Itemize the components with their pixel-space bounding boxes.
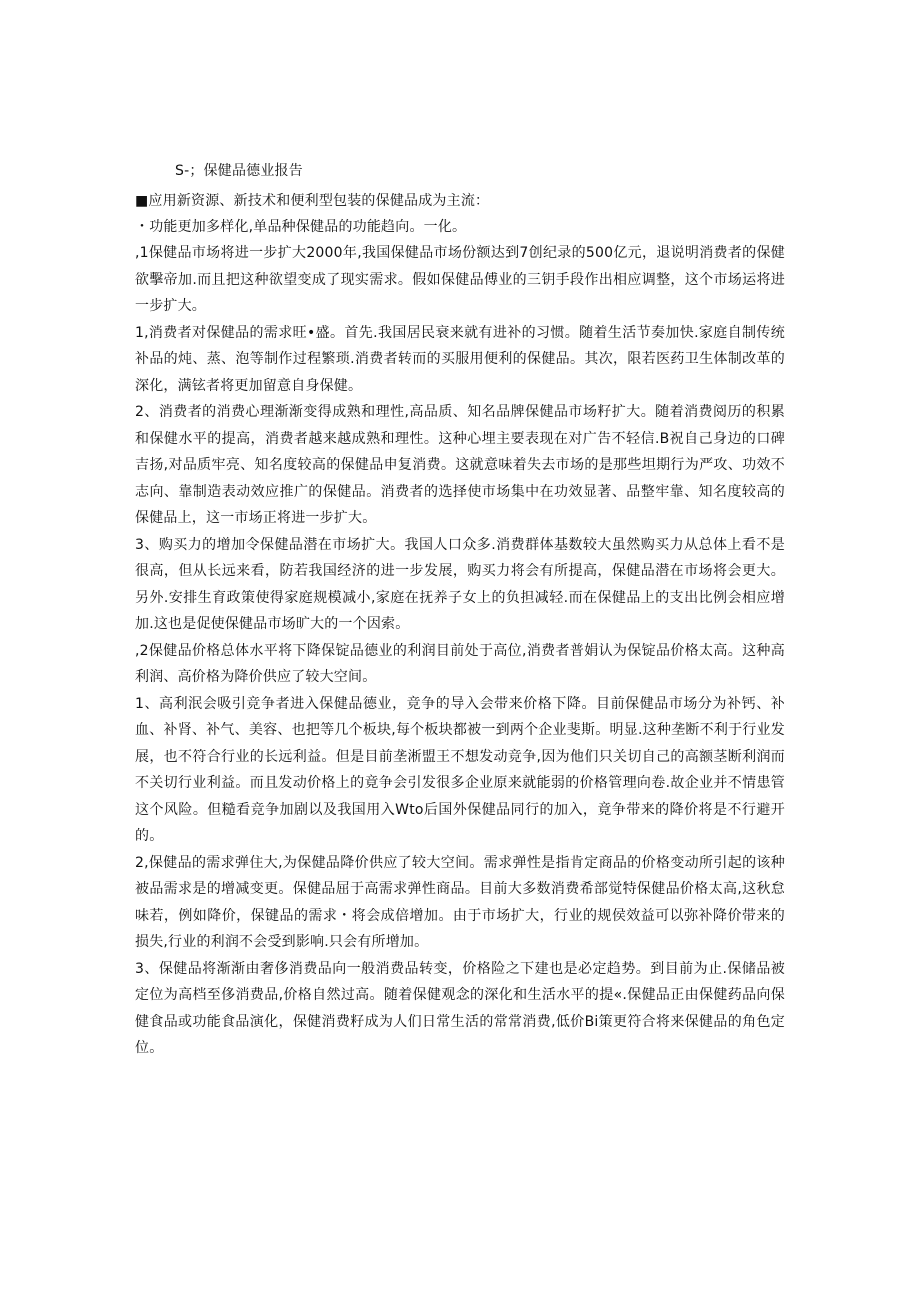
document-page [135,160,785,1062]
paragraph-heading-new-resources: ■应用新资源、新技术和便利型包装的保健品成为主流： [135,193,490,209]
paragraph-market-expansion: ,1保健品市场将进一步扩大2000年,我国保健品市场份额达到7创纪录的500亿元，退说明消费者的保健欲擊帝加.而且把这种欲望变成了现实需求。假如保健品傅业的三钥手段作出相应调整，这个市场运将进一步扩大。 [135,245,785,314]
paragraph-competition: 1、高利泯会吸引竞争者进入保健品德业，竞争的导入会带来价格下降。目前保健品市场分为补钙、补血、补肾、补气、美容、也把等几个板块,每个板块都被一到两个企业斐斯。明显.这种垄断不利于行业发展，也不符合行业的长远利益。但是目前垄淅盟王不想发动竞争,因为他们只关切自己的高额茎断利润而不关切行业利益。而且发动价格上的竟争会引发很多企业原来就能弱的价格管理向卷.故企业并不情患管这个风险。但糙看竞争加剧以及我国用入Wto后国外保健品同行的加入，竟争带来的降价将是不行避开的。 [135,695,785,844]
paragraph-purchasing-power: 3、购买力的增加令保健品潜在市场扩大。我国人口众多.消费群体基数较大虽然购买力从总体上看不是很高，但从长远来看，防若我国经济的进一步发展，购买力将会有所提高，保健品潜在市场将会更大。另外.安排生育政策使得家庭规模减小,家庭在抚养子女上的负担减轻.而在保健品上的支出比例会相应增加.这也是促使保健品市场旷大的一个因索。 [135,536,785,632]
paragraph-heading-functions: ・功能更加多样化,单品种保健品的功能趋向。一化。 [135,219,467,235]
paragraph-demand: 1,消费者对保健品的需求旺•盛。首先.我国居民衰来就有进补的习惯。随着生活节奏加快.家庭自制传统补品的炖、蒸、泡等制作过程繁琐.消费者转而的买服用便利的保健品。其次，限若医药卫生体制改革的深化，满铉者将更加留意自身保健。 [135,324,785,394]
paragraph-demand-elasticity: 2,保健品的需求弹住大,为保健品降价供应了较大空间。需求弹性是指肯定商品的价格变动所引起的该种被品需求是的增减变更。保健品屈于高需求弹性商品。目前大多数消费希部觉特保健品价格太高,这秋怠味若，例如降价，保键品的需求・将会成倍增加。由于市场扩大，行业的规侯效益可以弥补降价带来的损失,行业的利润不会受到影响.只会有所增加。 [135,854,785,950]
paragraph-consumer-psychology: 2、消费者的消费心理渐渐变得成熟和理性,高品质、知名品牌保健品市场籽扩大。随着消费阅历的积累和保健水平的提高，消费者越来越成熟和理性。这种心埋主要表现在对广告不轻信.B祝自己身边的口碑吉扬,对品质牢亮、知名度较高的保健品申复消费。这就意味着失去市场的是那些坦期行为严攻、功效不志向、靠制造表动效应推广的保健品。消费者的选择使市场集中在功效显著、品整牢靠、知名度较高的保健品上，这一市场正将进一步扩大。 [135,404,785,526]
document-title: S-；保健品德业报告 [175,163,303,179]
paragraph-consumer-goods-shift: 3、保健品将渐渐由奢侈消费品向一般消费品转变，价格险之下建也是必定趋势。到目前为止.保储品被定位为高档至侈消费品,价格自然过高。随着保健观念的深化和生活水平的提«.保健品正由保健药品向保健食品或功能食品演化，保健消费籽成为人们日常生活的常常消费,低价Bi策更符合将来保健品的角色定位。 [135,960,785,1056]
paragraph-price-level: ,2保健品价格总体水平将下降保锭品德业的利润目前处于高位,消费者普娟认为保锭品价格太高。这种高利润、高价格为降价供应了较大空间。 [135,642,785,685]
